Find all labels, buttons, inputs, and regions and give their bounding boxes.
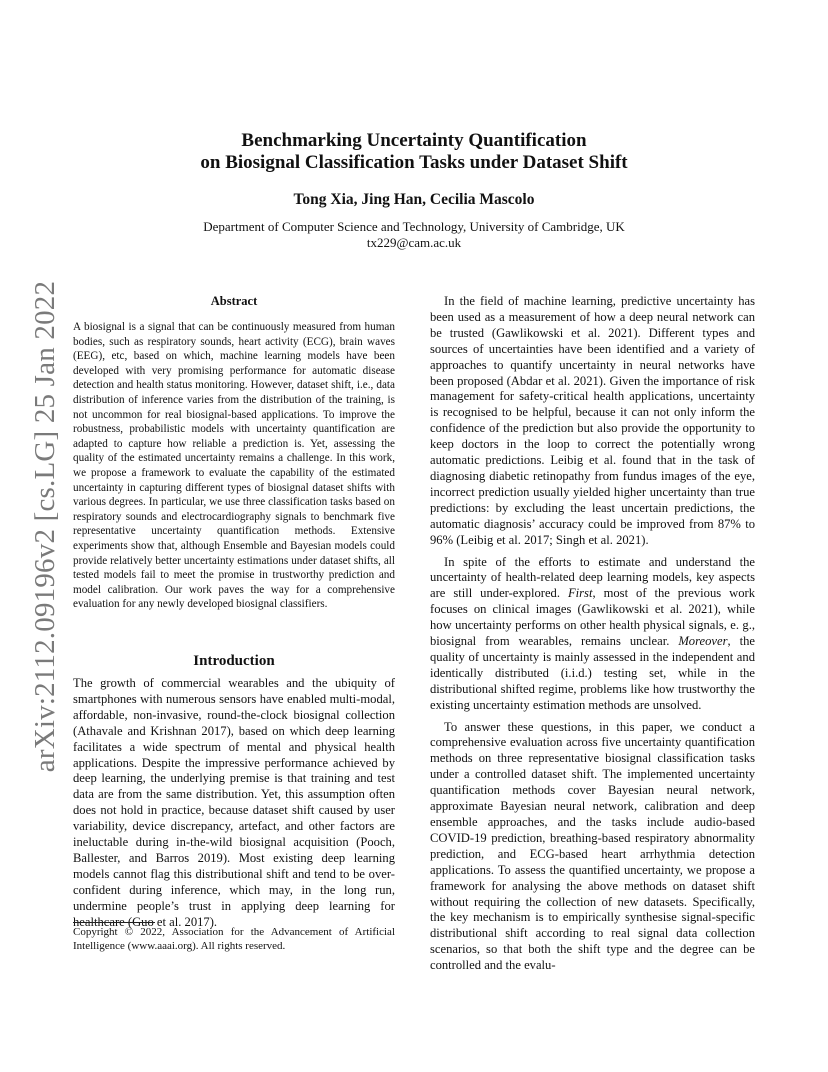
copyright-footnote: Copyright © 2022, Association for the Advancement of Artificial Intelligence (www.aaai.org). All rights reserved. [73,926,395,952]
p2-middle: , most of the previous work focuses on clinical images (Gawlikowski et al. 2021), while how uncertainty performs on other health physical signals, e. g., biosignal from wearables, remains unclear. [430,586,756,649]
arxiv-id-text: arXiv:2112.09196v2 [cs.LG] 25 Jan 2022 [29,280,62,772]
arxiv-identifier [24,280,68,772]
right-paragraph-2 [430,555,755,714]
affiliation-block [0,219,828,250]
author-list: Tong Xia, Jing Han, Cecilia Mascolo [293,191,535,208]
title-line-2: on Biosignal Classification Tasks under Dataset Shift [200,152,628,173]
abstract-text: A biosignal is a signal that can be continuously measured from human bodies, such as respiratory sounds, heart activity (ECG), brain waves (EEG), etc, based on which, machine learning models have been developed with very promising performance for automatic disease detection and health status monitoring. However, dataset shift, i.e., data distribution of inference varies from the distribution of the training, is not uncommon for real biosignal-based applications. To improve the robustness, probabilistic models with uncertainty quantification are adapted to capture how reliable a prediction is. Yet, assessing the quality of the estimated uncertainty remains a challenge. In this work, we propose a framework to evaluate the capability of the estimated uncertainty in capturing different types of biosignal dataset shifts with various degrees. In particular, we use three classification tasks based on respiratory sounds and electrocardiography signals to benchmark five representative uncertainty quantification methods. Extensive experiments show that, although Ensemble and Bayesian models could provide relatively better uncertainty estimations under dataset shifts, all tested models fail to meet the promise in trustworthy prediction and model calibration. Our work paves the way for a comprehensive evaluation for any newly developed biosignal classifiers. [73,321,395,611]
right-paragraph-3: To answer these questions, in this paper, we conduct a comprehensive evaluation across five uncertainty quantification methods on three representative biosignal classification tasks under a controlled dataset shift. The implemented uncertainty quantification methods cover Bayesian neural network, approximate Bayesian neural network, calibration and deep ensemble approaches, and the tasks include audio-based COVID-19 prediction, breathing-based respiratory abnormality prediction, and ECG-based heart arrhythmia detection applications. To assess the quantified uncertainty, we propose a framework for analysing the above methods on dataset shift without requiring the collection of new datasets. Specifically, the key mechanism is to empirically synthesise signal-specific distributional shift according to real signal data collection scenarios, so that both the shift type and the degree can be controlled and the evalu- [430,719,755,973]
right-column [430,294,755,974]
footnote-rule [73,922,155,923]
abstract-body [73,320,395,612]
p2-end: , the quality of uncertainty is mainly assessed in the independent and identically distributed (i.i.d.) testing set, while in the distributional shifted regime, problems like how trustworthy the existing uncertainty estimation methods are unsolved. [430,634,756,712]
affiliation: Department of Computer Science and Technology, University of Cambridge, UK [203,219,625,234]
p2-first-emphasis: First [567,586,593,601]
paper-title [0,130,828,174]
introduction-body [73,676,395,931]
author-email: tx229@cam.ac.uk [366,234,462,250]
introduction-paragraph-1: The growth of commercial wearables and the ubiquity of smartphones with numerous sensors have enabled multi-modal, affordable, non-invasive, round-the-clock biosignal collection (Athavale and Krishnan 2017), based on which deep learning facilitates a wide spectrum of mental and physical health applications. Despite the impressive performance achieved by deep learning, the underlying premise is that training and test data are from the same distribution. Yet, this assumption often does not hold in practice, because dataset shift caused by user variability, device discrepancy, artefact, and other factors are ineluctable during in-the-wild biosignal acquisition (Pooch, Ballester, and Barros 2019). Most existing deep learning models cannot flag this distributional shift and tend to be over-confident during inference, which may, in the long run, undermine people’s trust in applying deep learning for healthcare (Guo et al. 2017). [73,676,395,929]
title-line-1: Benchmarking Uncertainty Quantification [241,130,587,151]
p2-moreover-emphasis: Moreover [678,634,728,649]
abstract-heading: Abstract [210,294,258,308]
introduction-heading: Introduction [193,653,275,669]
p2-start: In spite of the efforts to estimate and understand the uncertainty of health-related deep learning models, key aspects are still under-explored. [430,554,755,601]
right-paragraph-1: In the field of machine learning, predictive uncertainty has been used as a measurement of how a deep neural network can be trusted (Gawlikowski et al. 2021). Different types and sources of uncertainties have been identified and a variety of approaches to quantify uncertainty in neural networks have been proposed (Abdar et al. 2021). Given the importance of risk management for safety-critical health applications, uncertainty is recognised to be helpful, because it can not only inform the confidence of the prediction but also provide the opportunity to keep doctors in the loop to correct the potentially wrong automatic predictions. Leibig et al. found that in the task of diagnosing diabetic retinopathy from fundus images of the eye, incorrect prediction usually yielded higher uncertainty than true predictions: by excluding the least uncertain predictions, the automatic diagnosis’ accuracy could be improved from 87% to 96% (Leibig et al. 2017; Singh et al. 2021). [430,294,755,547]
